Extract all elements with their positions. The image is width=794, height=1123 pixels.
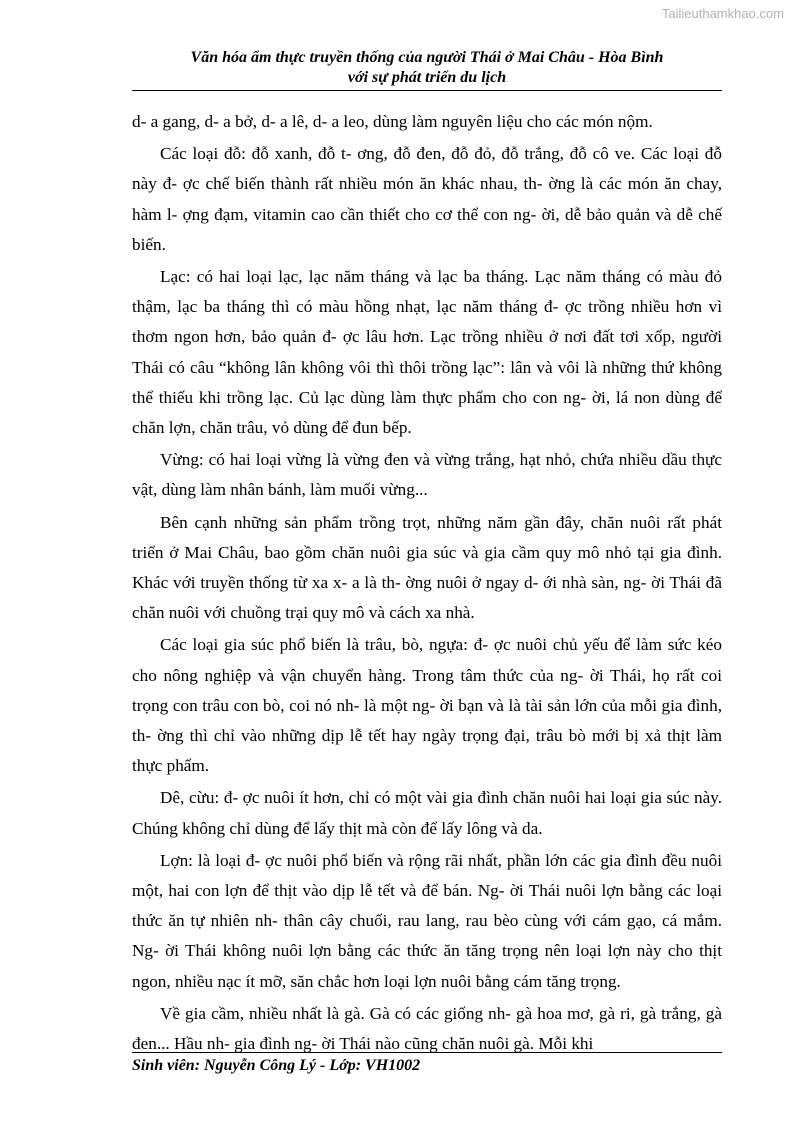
- paragraph-sesame: Vừng: có hai loại vừng là vừng đen và vừng trắng, hạt nhỏ, chứa nhiều dầu thực vật, dùng làm nhân bánh, làm muối vừng...: [132, 450, 722, 500]
- footer-divider: [132, 1052, 722, 1053]
- watermark-text: Tailieuthamkhao.com: [661, 6, 784, 21]
- paragraph-livestock-intro: Bên cạnh những sản phẩm trồng trọt, những năm gần đây, chăn nuôi rất phát triển ở Mai Châu, bao gồm chăn nuôi gia súc và gia cầm quy mô nhỏ tại gia đình. Khác với truyền thống từ xa x- a là th- ờng nuôi ở ngay d- ới nhà sàn, ng- ời Thái đã chăn nuôi với chuồng trại quy mô và cách xa nhà.: [132, 512, 722, 623]
- paragraph-goats: Dê, cừu: đ- ợc nuôi ít hơn, chỉ có một vài gia đình chăn nuôi hai loại gia súc này. Chúng không chỉ dùng để lấy thịt mà còn để lấy lông và da.: [132, 788, 722, 838]
- paragraph-peanuts: Lạc: có hai loại lạc, lạc năm tháng và lạc ba tháng. Lạc năm tháng có màu đỏ thậm, lạc ba tháng thì có màu hồng nhạt, lạc năm tháng đ- ợc trồng nhiều hơn vì thơm ngon hơn, bảo quản đ- ợc lâu hơn. Lạc trồng nhiều ở nơi đất tơi xốp, người Thái có câu “không lân không vôi thì thôi trồng lạc”: lân và vôi là những thứ không thể thiếu khi trồng lạc. Củ lạc dùng làm thực phẩm cho con ng- ời, lá non dùng để chăn lợn, chăn trâu, vỏ dùng để đun bếp.: [132, 267, 722, 438]
- footer-student-info: Sinh viên: Nguyễn Công Lý - Lớp: VH1002: [132, 1057, 421, 1074]
- paragraph-beans: Các loại đỗ: đỗ xanh, đỗ t- ơng, đỗ đen, đỗ đỏ, đỗ trắng, đỗ cô ve. Các loại đỗ này đ- ợc chế biến thành rất nhiều món ăn khác nhau, th- ờng là các món ăn chay, hàm l- ợng đạm, vitamin cao cần thiết cho cơ thể con ng- ời, dễ bảo quản và dễ chế biến.: [132, 144, 722, 254]
- paragraph-pigs: Lợn: là loại đ- ợc nuôi phổ biến và rộng rãi nhất, phần lớn các gia đình đều nuôi một, hai con lợn để thịt vào dịp lễ tết và để bán. Ng- ời Thái nuôi lợn bằng các loại thức ăn tự nhiên nh- thân cây chuối, rau lang, rau bèo cùng với cám gạo, cá mắm. Ng- ời Thái không nuôi lợn bằng các thức ăn tăng trọng nên loại lợn này cho thịt ngon, nhiều nạc ít mỡ, săn chắc hơn loại lợn nuôi bằng cám tăng trọng.: [132, 850, 722, 991]
- header-title-line1: Văn hóa ẩm thực truyền thống của người Thái ở Mai Châu - Hòa Bình: [190, 49, 664, 66]
- running-header: [132, 48, 722, 88]
- paragraph-cattle: Các loại gia súc phổ biến là trâu, bò, ngựa: đ- ợc nuôi chủ yếu để làm sức kéo cho nông nghiệp và vận chuyển hàng. Trong tâm thức của ng- ời Thái, họ rất coi trọng con trâu con bò, coi nó nh- là một ng- ời bạn và là tài sản lớn của mỗi gia đình, th- ờng thì chỉ vào những dịp lễ tết hay ngày trọng đại, trâu bò mới bị xả thịt làm thực phẩm.: [132, 635, 722, 776]
- document-body: [132, 107, 722, 1061]
- paragraph-poultry: Về gia cầm, nhiều nhất là gà. Gà có các giống nh- gà hoa mơ, gà ri, gà trắng, gà đen... Hầu nh- gia đình ng- ời Thái nào cũng chăn nuôi gà. Mỗi khi: [132, 1003, 722, 1054]
- header-title-line2: với sự phát triển du lịch: [347, 69, 507, 86]
- header-divider: [132, 90, 722, 91]
- paragraph-continuation: d- a gang, d- a bở, d- a lê, d- a leo, dùng làm nguyên liệu cho các món nộm.: [132, 112, 653, 131]
